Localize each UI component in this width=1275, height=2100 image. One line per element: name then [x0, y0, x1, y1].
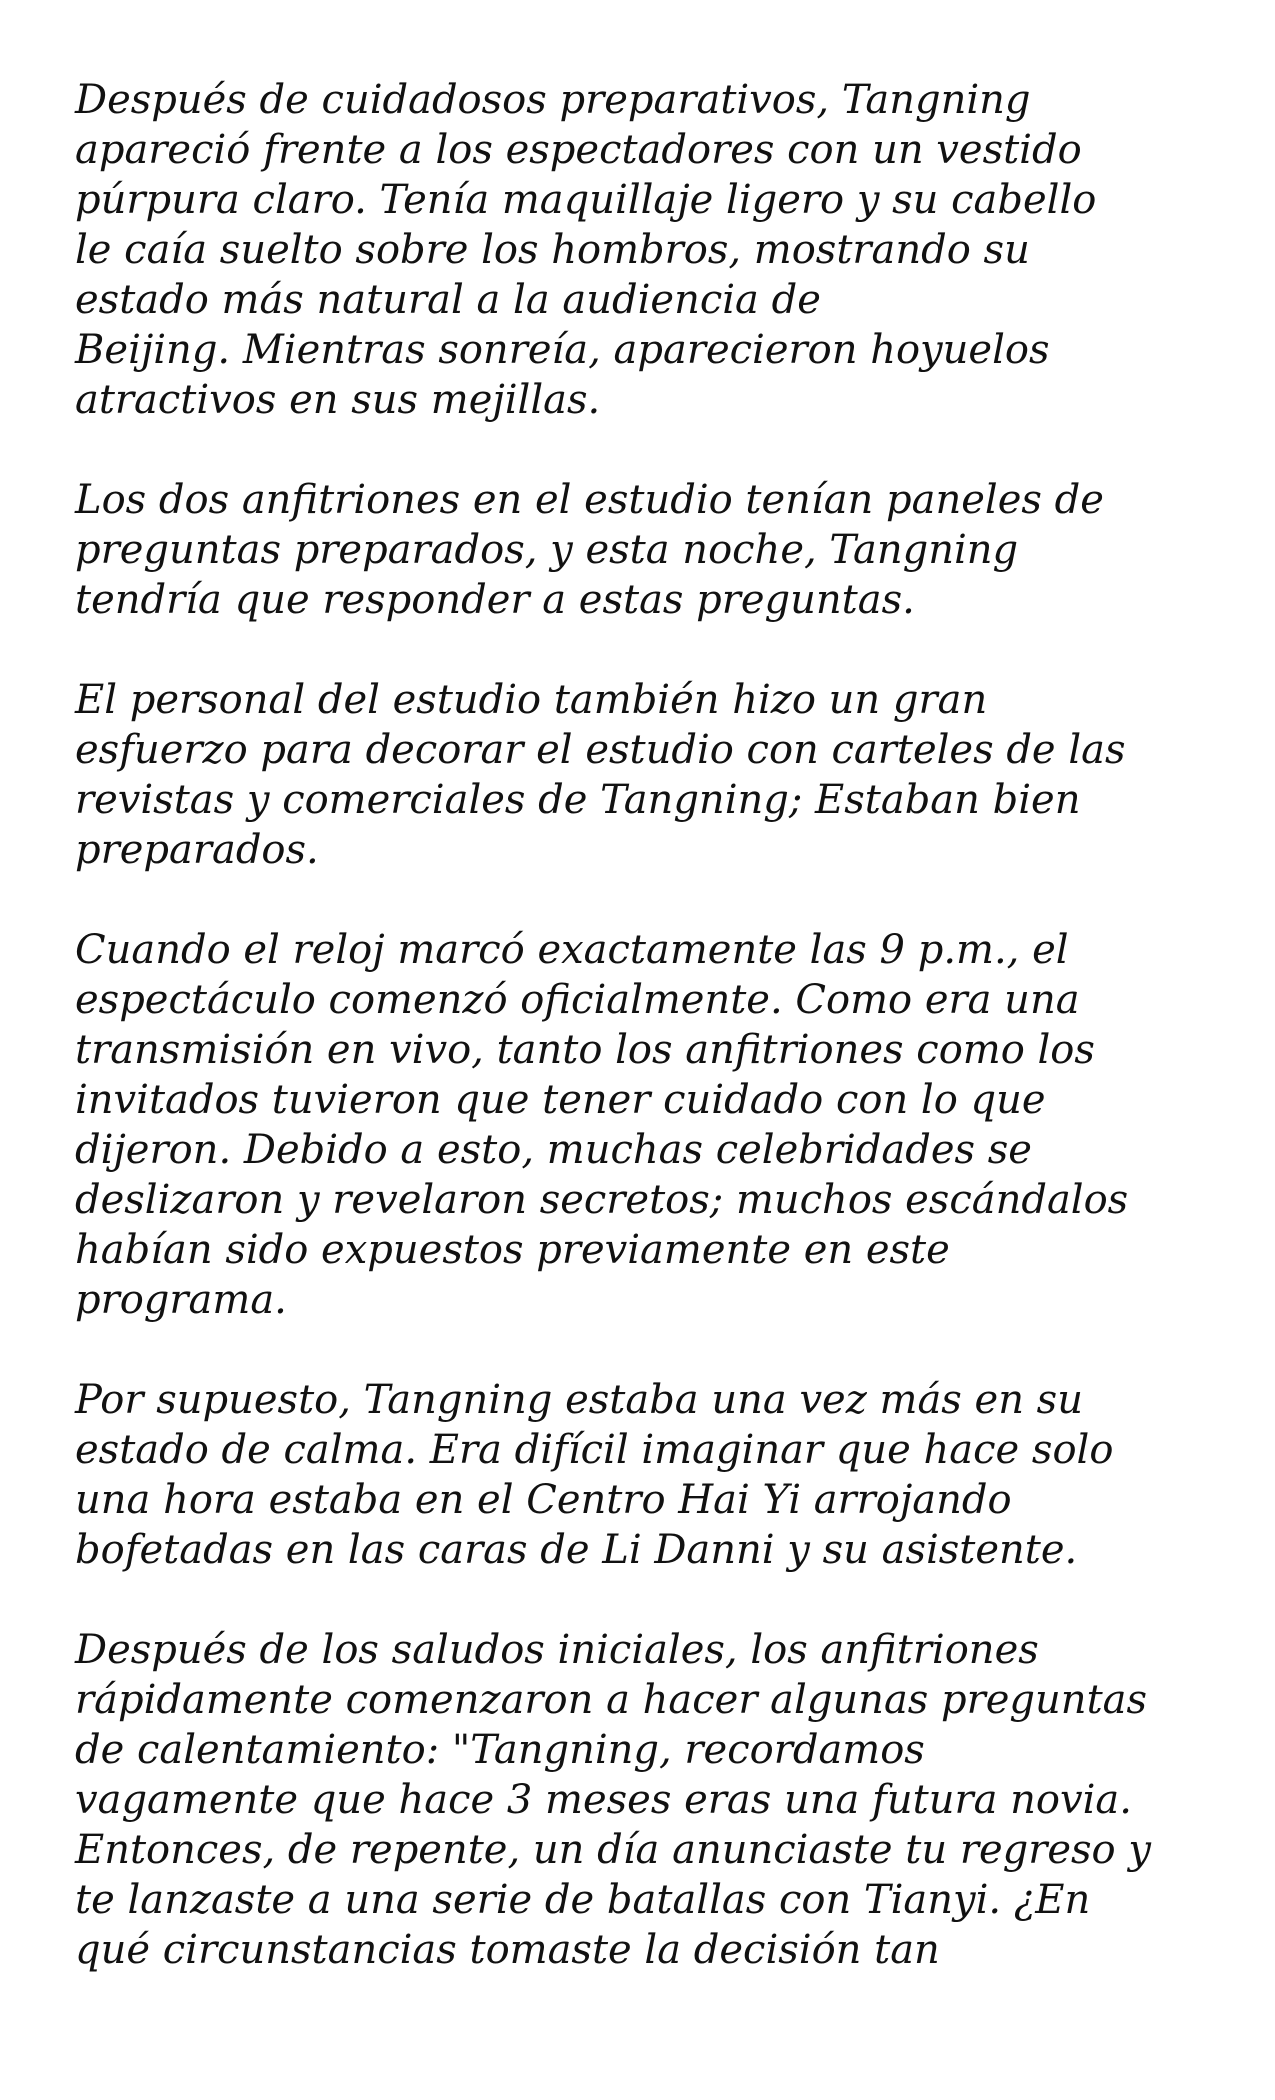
text-line: dijeron. Debido a esto, muchas celebridades se — [75, 1127, 1032, 1173]
text-line: Beijing. Mientras sonreía, aparecieron hoyuelos — [75, 327, 1050, 373]
text-line: rápidamente comenzaron a hacer algunas preguntas — [75, 1677, 1148, 1723]
paragraph-1 — [75, 75, 1215, 425]
text-line: una hora estaba en el Centro Hai Yi arrojando — [75, 1477, 1012, 1523]
text-line: estado más natural a la audiencia de — [75, 277, 821, 323]
text-line: atractivos en sus mejillas. — [75, 377, 601, 423]
text-line: revistas y comerciales de Tangning; Estaban bien — [75, 777, 1081, 823]
document-page — [75, 75, 1215, 2025]
text-line: Por supuesto, Tangning estaba una vez más en su — [75, 1377, 1083, 1423]
text-line: estado de calma. Era difícil imaginar que hace solo — [75, 1427, 1114, 1473]
text-line: deslizaron y revelaron secretos; muchos escándalos — [75, 1177, 1129, 1223]
text-line: preparados. — [75, 827, 319, 873]
text-line: programa. — [75, 1277, 287, 1323]
text-line: tendría que responder a estas preguntas. — [75, 577, 915, 623]
text-line: preguntas preparados, y esta noche, Tangning — [75, 527, 1019, 573]
paragraph-3 — [75, 675, 1215, 875]
text-line: apareció frente a los espectadores con un vestido — [75, 127, 1082, 173]
paragraph-4 — [75, 925, 1215, 1325]
text-line: Cuando el reloj marcó exactamente las 9 p.m., el — [75, 927, 1069, 973]
text-line: qué circunstancias tomaste la decisión tan — [75, 1927, 940, 1973]
text-line: Después de los saludos iniciales, los anfitriones — [75, 1627, 1039, 1673]
text-line: El personal del estudio también hizo un gran — [75, 677, 988, 723]
paragraph-6 — [75, 1625, 1215, 1975]
text-line: de calentamiento: "Tangning, recordamos — [75, 1727, 925, 1773]
text-line: espectáculo comenzó oficialmente. Como era una — [75, 977, 1080, 1023]
text-line: Entonces, de repente, un día anunciaste tu regreso y — [75, 1827, 1151, 1873]
paragraph-2 — [75, 475, 1215, 625]
text-line: habían sido expuestos previamente en este — [75, 1227, 950, 1273]
text-line: vagamente que hace 3 meses eras una futura novia. — [75, 1777, 1132, 1823]
text-line: esfuerzo para decorar el estudio con carteles de las — [75, 727, 1126, 773]
text-line: transmisión en vivo, tanto los anfitriones como los — [75, 1027, 1095, 1073]
text-line: te lanzaste a una serie de batallas con Tianyi. ¿En — [75, 1877, 1091, 1923]
text-line: Los dos anfitriones en el estudio tenían paneles de — [75, 477, 1104, 523]
paragraph-5 — [75, 1375, 1215, 1575]
text-line: bofetadas en las caras de Li Danni y su asistente. — [75, 1527, 1078, 1573]
text-line: invitados tuvieron que tener cuidado con lo que — [75, 1077, 1046, 1123]
text-line: Después de cuidadosos preparativos, Tangning — [75, 77, 1031, 123]
text-line: le caía suelto sobre los hombros, mostrando su — [75, 227, 1030, 273]
text-line: púrpura claro. Tenía maquillaje ligero y su cabello — [75, 177, 1097, 223]
